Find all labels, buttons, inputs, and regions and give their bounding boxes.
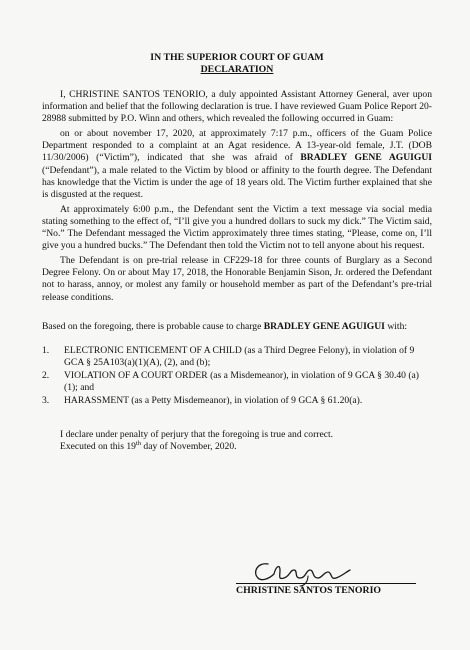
declaration-title: DECLARATION	[200, 64, 274, 75]
execution-date	[60, 441, 432, 453]
charge-text: HARASSMENT (as a Petty Misdemeanor), in violation of 9 GCA § 61.20(a).	[64, 395, 363, 407]
incident-paragraph	[42, 128, 432, 201]
charge-number: 2.	[42, 369, 50, 381]
charge-item	[42, 370, 432, 394]
probable-cause-name: BRADLEY GENE AGUIGUI	[263, 320, 385, 332]
charges-list	[42, 345, 432, 407]
charge-text: ELECTRONIC ENTICEMENT OF A CHILD (as a Third Degree Felony), in violation of 9 GCA § 25A103(a)(1)(A), (2), and (b);	[64, 344, 415, 368]
charge-text: VIOLATION OF A COURT ORDER (as a Misdemeanor), in violation of 9 GCA § 30.40 (a)(1); and	[64, 369, 419, 393]
charge-item	[42, 395, 432, 407]
charge-item	[42, 345, 432, 369]
pretrial-paragraph: The Defendant is on pre-trial release in CF229-18 for three counts of Burglary as a Second Degree Felony. On or about May 17, 2018, the Honorable Benjamin Sison, Jr. ordered the Defendant not to harass, annoy, or molest any family or household member as part of the Defendant’s pre-trial release conditions.	[42, 255, 432, 303]
charge-number: 3.	[42, 395, 50, 407]
court-title: IN THE SUPERIOR COURT OF GUAM	[150, 52, 324, 63]
probable-cause-paragraph	[42, 321, 432, 333]
execution-date-month: day of November, 2020.	[141, 441, 237, 453]
intro-paragraph: I, CHRISTINE SANTOS TENORIO, a duly appointed Assistant Attorney General, aver upon information and belief that the following declaration is true. I have reviewed Guam Police Report 20-28988 submitted by P.O. Winn and others, which revealed the following occurred in Guam:	[42, 89, 432, 125]
signature-block	[232, 556, 422, 616]
defendant-name: BRADLEY GENE AGUIGUI	[300, 152, 432, 164]
incident-text-after: (“Defendant”), a male related to the Victim by blood or affinity to the fourth degree. The Defendant has knowledge that the Victim is under the age of 18 years old. The Victim further explained that she is disgusted at the request.	[42, 164, 432, 200]
document-heading	[42, 52, 432, 76]
perjury-statement: I declare under penalty of perjury that the foregoing is true and correct.	[60, 429, 334, 441]
message-paragraph: At approximately 6:00 p.m., the Defendant sent the Victim a text message via social media stating something to the effect of, “I’ll give you a hundred dollars to suck my dick.” The Victim said, “No.” The Defendant messaged the Victim approximately three times stating, “Please, come on, I’ll give you a hundred bucks.” The Defendant then told the Victim not to tell anyone about his request.	[42, 203, 432, 252]
signer-name: CHRISTINE SANTOS TENORIO	[236, 585, 382, 596]
probable-cause-text-after: with:	[384, 320, 408, 332]
charge-number: 1.	[42, 344, 50, 356]
probable-cause-text-before: Based on the foregoing, there is probable cause to charge	[42, 320, 264, 332]
execution-date-text: Executed on this 19	[60, 441, 136, 453]
declaration-statement	[42, 429, 432, 453]
incident-text-before: on or about november 17, 2020, at approximately 7:17 p.m., officers of the Guam Police Department responded to a complaint at an Agat residence. A 13-year-old female, J.T. (DOB 11/30/2006) (“Victim”), indicated that she was afraid of	[42, 128, 432, 164]
execution-date-suffix: th	[135, 440, 141, 448]
signature-line	[236, 583, 416, 584]
